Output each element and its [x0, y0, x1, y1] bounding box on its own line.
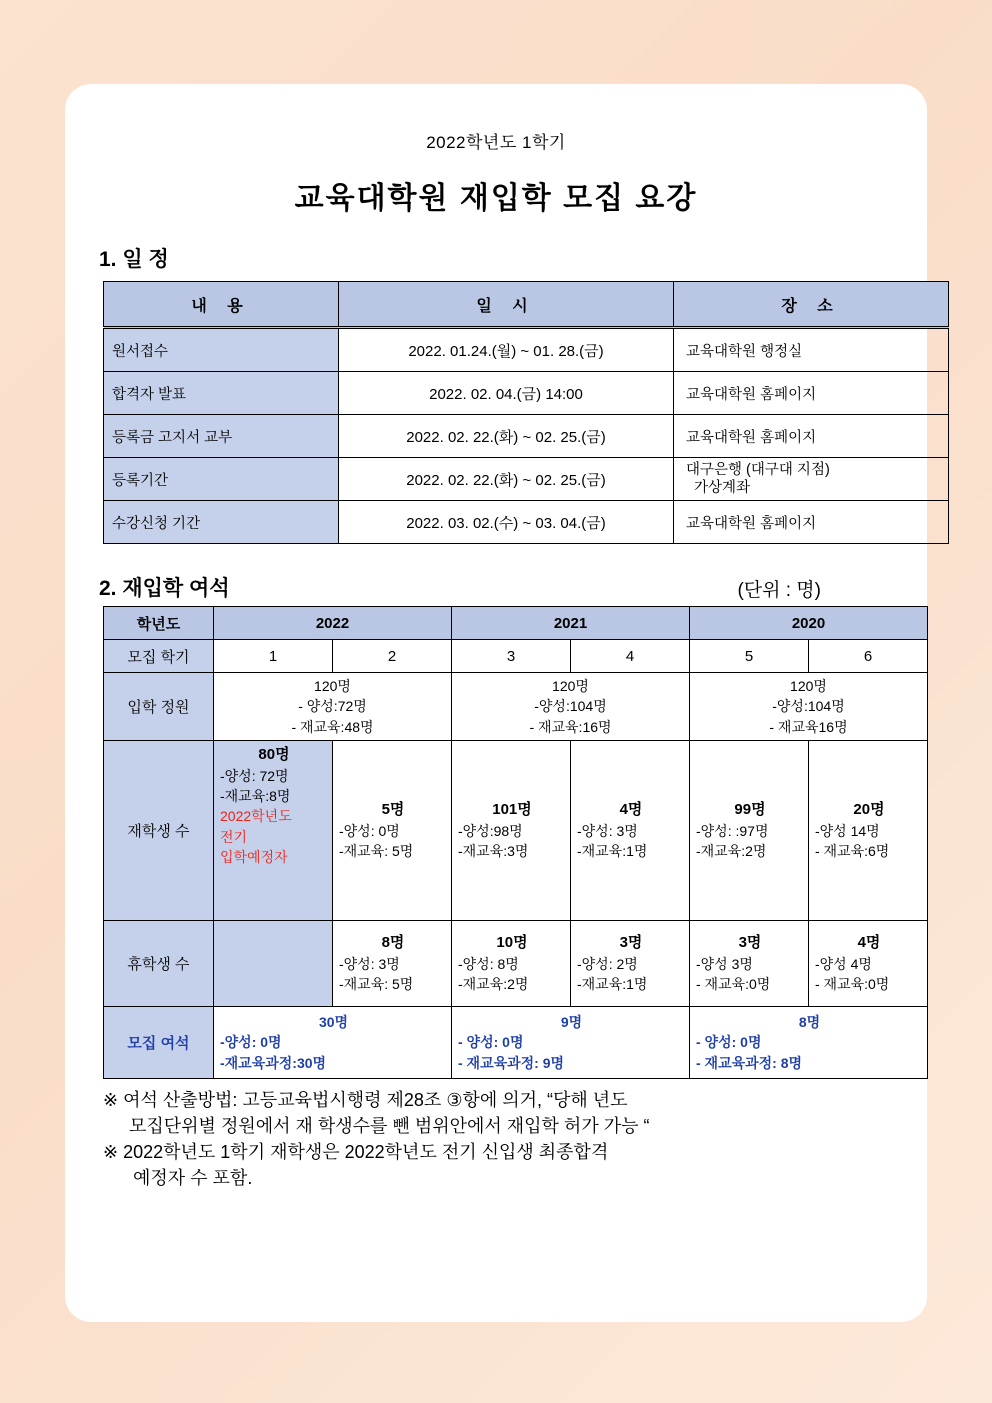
document-page	[65, 84, 927, 1322]
schedule-header-item: 내 용	[104, 282, 339, 328]
table-row-quota	[104, 1006, 928, 1078]
enrolled-line1: -양성: 0명	[339, 822, 400, 839]
quota-year-2020: 2020	[690, 607, 928, 640]
quota-line2: -재교육과정:30명	[220, 1054, 327, 1071]
schedule-header-datetime: 일 시	[339, 282, 674, 328]
leave-cell-sem5	[690, 920, 809, 1006]
enrolled-cell-sem3	[452, 740, 571, 920]
enrolled-total: 4명	[619, 801, 643, 819]
enrolled-line1: -양성: 72명	[220, 767, 289, 784]
enrolled-note2: 전기	[220, 828, 248, 845]
schedule-datetime: 2022. 02. 22.(화) ~ 02. 25.(금)	[339, 415, 674, 458]
enrolled-label: 재학생 수	[104, 740, 214, 920]
quota-line2: - 재교육과정: 9명	[458, 1054, 565, 1071]
quota-total: 8명	[798, 1013, 821, 1030]
quota-semester-5: 5	[690, 640, 809, 673]
enrolled-line1: -양성:98명	[458, 822, 523, 839]
leave-cell-sem4	[571, 920, 690, 1006]
schedule-place: 교육대학원 홈페이지	[674, 415, 949, 458]
quota-line1: - 양성: 0명	[696, 1034, 762, 1051]
leave-line1: -양성: 2명	[577, 955, 638, 972]
unit-note: (단위 : 명)	[737, 580, 821, 601]
quota-table	[103, 606, 928, 1079]
enrolled-cell-sem5	[690, 740, 809, 920]
schedule-datetime: 2022. 03. 02.(수) ~ 03. 04.(금)	[339, 501, 674, 544]
table-row-capacity	[104, 673, 928, 741]
page-title: 교육대학원 재입학 모집 요강	[294, 182, 698, 215]
quota-year-2022: 2022	[214, 607, 452, 640]
quota-semester-4: 4	[571, 640, 690, 673]
leave-line1: -양성 3명	[696, 955, 753, 972]
quota-semester-6: 6	[809, 640, 928, 673]
enrolled-line1: -양성: :97명	[696, 822, 769, 839]
section-2-header-row	[99, 572, 893, 602]
capacity-label: 입학 정원	[104, 673, 214, 741]
quota-line1: - 양성: 0명	[458, 1034, 524, 1051]
enrolled-cell-sem1	[214, 740, 333, 920]
enrolled-line2: -재교육:2명	[696, 843, 767, 860]
leave-line2: -재교육: 5명	[339, 976, 414, 993]
quota-year-label: 학년도	[104, 607, 214, 640]
table-row	[104, 415, 949, 458]
schedule-place-line2: 가상계좌	[694, 480, 751, 496]
quota-year-2021: 2021	[452, 607, 690, 640]
quota-row-label: 모집 여석	[104, 1006, 214, 1078]
quota-semester-label: 모집 학기	[104, 640, 214, 673]
quota-total: 9명	[560, 1013, 583, 1030]
table-header-row	[104, 607, 928, 640]
enrolled-line1: -양성 14명	[815, 822, 880, 839]
quota-cell-2021	[452, 1006, 690, 1078]
footnote-2-line1: ※ 2022학년도 1학기 재학생은 2022학년도 전기 신입생 최종합격	[103, 1141, 609, 1162]
document-supertitle: 2022학년도 1학기	[426, 133, 566, 152]
enrolled-total: 5명	[381, 801, 405, 819]
leave-line2: -재교육:1명	[577, 976, 648, 993]
footnotes	[103, 1089, 893, 1190]
enrolled-total: 101명	[492, 801, 532, 819]
leave-cell-sem2	[333, 920, 452, 1006]
schedule-item: 등록금 고지서 교부	[104, 415, 339, 458]
schedule-table	[103, 281, 949, 544]
leave-line1: -양성: 8명	[458, 955, 519, 972]
quota-line2: - 재교육과정: 8명	[696, 1054, 803, 1071]
schedule-place: 교육대학원 행정실	[674, 328, 949, 372]
schedule-place: 교육대학원 홈페이지	[674, 501, 949, 544]
enrolled-note3: 입학예정자	[220, 848, 288, 865]
capacity-cell-2021	[452, 673, 690, 741]
leave-total: 8명	[381, 934, 405, 952]
schedule-header-place: 장 소	[674, 282, 949, 328]
schedule-datetime: 2022. 02. 04.(금) 14:00	[339, 372, 674, 415]
leave-total: 10명	[496, 934, 528, 952]
quota-line1: -양성: 0명	[220, 1034, 282, 1051]
table-row	[104, 458, 949, 501]
capacity-total: 120명	[790, 678, 827, 694]
capacity-total: 120명	[314, 678, 351, 694]
capacity-line1: - 양성:72명	[298, 698, 367, 715]
schedule-item: 수강신청 기간	[104, 501, 339, 544]
leave-line1: -양성 4명	[815, 955, 872, 972]
footnote-1-line1: ※ 여석 산출방법: 고등교육법시행령 제28조 ③항에 의거, “당해 년도	[103, 1089, 628, 1110]
enrolled-line2: -재교육:8명	[220, 787, 291, 804]
leave-cell-sem1	[214, 920, 333, 1006]
schedule-item: 합격자 발표	[104, 372, 339, 415]
quota-cell-2022	[214, 1006, 452, 1078]
table-row	[104, 372, 949, 415]
enrolled-cell-sem4	[571, 740, 690, 920]
leave-total: 3명	[738, 934, 762, 952]
schedule-item: 원서접수	[104, 328, 339, 372]
schedule-datetime: 2022. 01.24.(월) ~ 01. 28.(금)	[339, 328, 674, 372]
enrolled-cell-sem6	[809, 740, 928, 920]
table-row	[104, 328, 949, 372]
table-header-row	[104, 282, 949, 328]
quota-cell-2020	[690, 1006, 928, 1078]
capacity-cell-2020	[690, 673, 928, 741]
capacity-line2: - 재교육:16명	[529, 718, 612, 735]
capacity-cell-2022	[214, 673, 452, 741]
leave-line2: -재교육:2명	[458, 976, 529, 993]
enrolled-line2: - 재교육:6명	[815, 843, 890, 860]
capacity-line1: -양성:104명	[772, 698, 845, 715]
enrolled-line2: -재교육:3명	[458, 843, 529, 860]
enrolled-total: 20명	[853, 801, 885, 819]
schedule-place	[674, 458, 949, 501]
schedule-place-line1: 대구은행 (대구대 지점)	[686, 461, 830, 478]
capacity-line2: - 재교육:48명	[291, 718, 374, 735]
footnote-2-line2: 예정자 수 포함.	[133, 1167, 253, 1188]
footnote-1-line2: 모집단위별 정원에서 재 학생수를 뺀 범위안에서 재입학 허가 가능 “	[129, 1115, 650, 1136]
enrolled-total: 80명	[258, 745, 290, 763]
capacity-line1: -양성:104명	[534, 698, 607, 715]
enrolled-total: 99명	[734, 801, 766, 819]
table-row-leave	[104, 920, 928, 1006]
leave-label: 휴학생 수	[104, 920, 214, 1006]
section-1-heading: 1. 일 정	[99, 248, 169, 271]
enrolled-line2: -재교육:1명	[577, 843, 648, 860]
section-2-heading: 2. 재입학 여석	[99, 577, 230, 600]
schedule-item: 등록기간	[104, 458, 339, 501]
quota-semester-3: 3	[452, 640, 571, 673]
leave-total: 4명	[857, 934, 881, 952]
table-row-enrolled	[104, 740, 928, 920]
leave-total: 3명	[619, 934, 643, 952]
enrolled-cell-sem2	[333, 740, 452, 920]
enrolled-line1: -양성: 3명	[577, 822, 638, 839]
capacity-total: 120명	[552, 678, 589, 694]
leave-line2: - 재교육:0명	[815, 976, 890, 993]
table-row	[104, 501, 949, 544]
quota-total: 30명	[318, 1013, 349, 1030]
enrolled-line2: -재교육: 5명	[339, 843, 414, 860]
leave-line1: -양성: 3명	[339, 955, 400, 972]
enrolled-note1: 2022학년도	[220, 808, 292, 825]
schedule-datetime: 2022. 02. 22.(화) ~ 02. 25.(금)	[339, 458, 674, 501]
quota-semester-1: 1	[214, 640, 333, 673]
leave-line2: - 재교육:0명	[696, 976, 771, 993]
schedule-place: 교육대학원 홈페이지	[674, 372, 949, 415]
quota-semester-2: 2	[333, 640, 452, 673]
leave-cell-sem6	[809, 920, 928, 1006]
capacity-line2: - 재교육16명	[769, 718, 848, 735]
leave-cell-sem3	[452, 920, 571, 1006]
table-header-row	[104, 640, 928, 673]
